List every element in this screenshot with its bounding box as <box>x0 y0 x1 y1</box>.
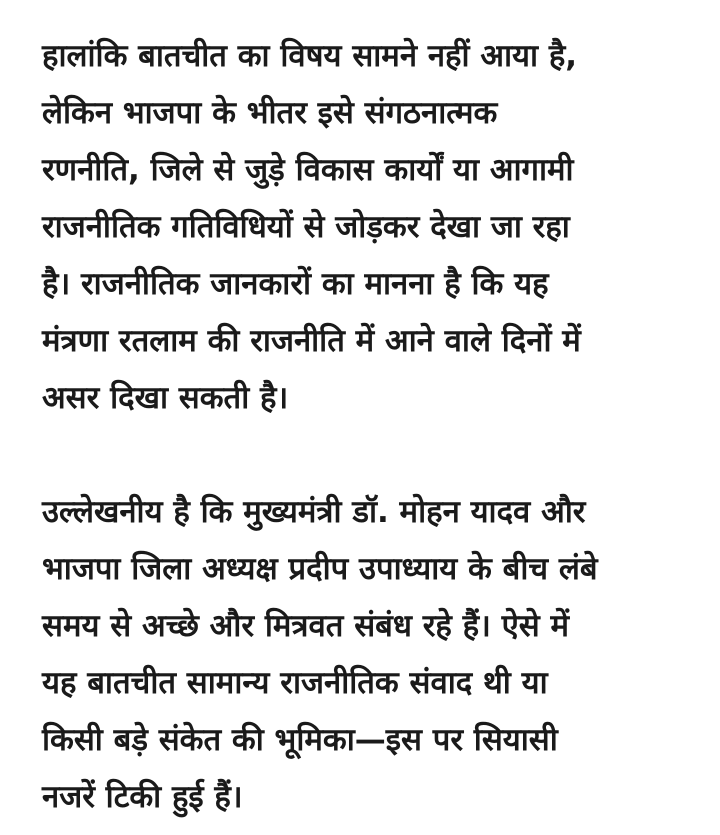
text-line: राजनीतिक गतिविधियों से जोड़कर देखा जा रहा <box>42 209 570 245</box>
text-line: लेकिन भाजपा के भीतर इसे संगठनात्मक <box>42 95 498 131</box>
text-line: किसी बड़े संकेत की भूमिका—इस पर सियासी <box>42 722 558 758</box>
text-line: है। राजनीतिक जानकारों का मानना है कि यह <box>42 266 549 302</box>
text-line: समय से अच्छे और मित्रवत संबंध रहे हैं। ऐसे में <box>42 608 570 644</box>
text-line: उल्लेखनीय है कि मुख्यमंत्री डॉ. मोहन यादव और <box>42 494 586 530</box>
paragraph-1 <box>42 28 702 427</box>
text-line: हालांकि बातचीत का विषय सामने नहीं आया है, <box>42 38 578 74</box>
text-line: यह बातचीत सामान्य राजनीतिक संवाद थी या <box>42 665 548 701</box>
text-line: असर दिखा सकती है। <box>42 380 289 416</box>
text-line: रणनीति, जिले से जुड़े विकास कार्यों या आगामी <box>42 152 574 188</box>
text-line: मंत्रणा रतलाम की राजनीति में आने वाले दिनों में <box>42 323 581 359</box>
article-body <box>42 28 702 826</box>
paragraph-2 <box>42 484 702 826</box>
text-line: नजरें टिकी हुई हैं। <box>42 779 243 815</box>
text-line: भाजपा जिला अध्यक्ष प्रदीप उपाध्याय के बीच लंबे <box>42 551 598 587</box>
